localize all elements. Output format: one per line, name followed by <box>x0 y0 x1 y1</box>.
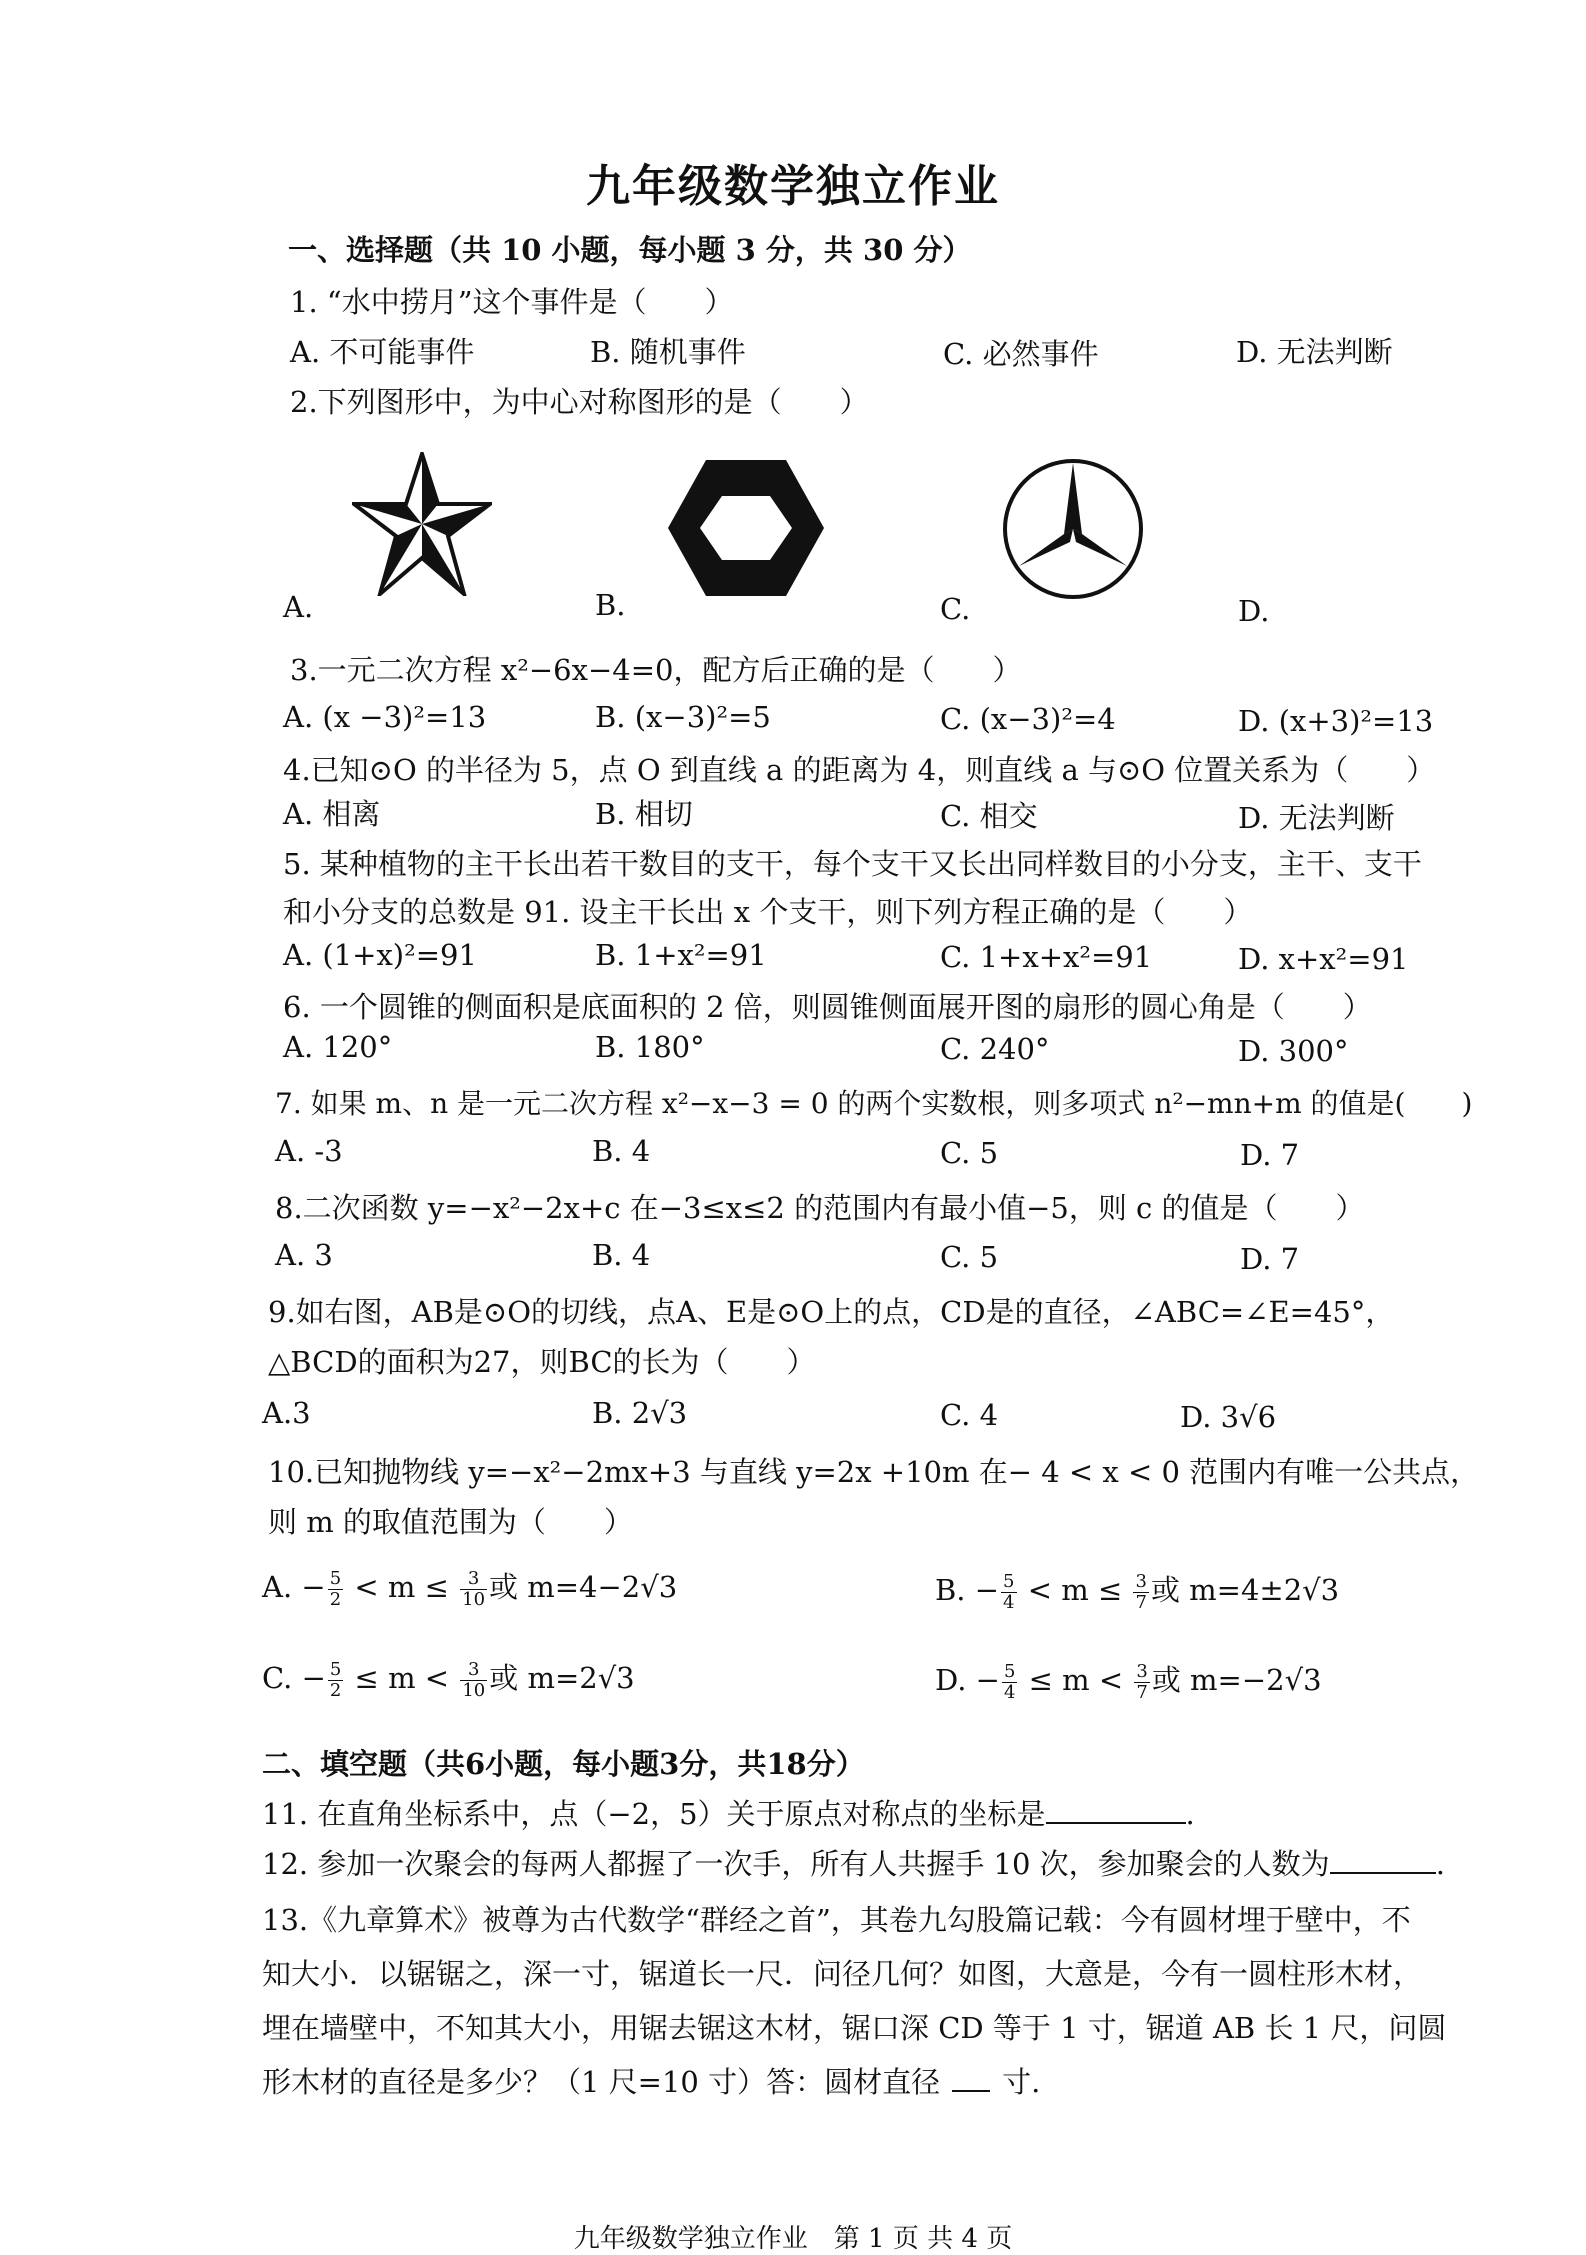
denominator: 2 <box>329 1679 342 1701</box>
question-1-option-a[interactable]: A. 不可能事件 <box>290 335 475 369</box>
question-1-stem: 1. “水中捞月”这个事件是（ ） <box>290 285 734 319</box>
question-7-option-b[interactable]: B. 4 <box>592 1134 651 1168</box>
circle-three-blade-figure <box>1000 456 1146 602</box>
question-6-option-b[interactable]: B. 180° <box>595 1030 705 1064</box>
question-13-line-4 <box>262 2060 1040 2101</box>
question-7-option-c[interactable]: C. 5 <box>940 1136 999 1170</box>
inequality: ≤ m < <box>345 1661 459 1695</box>
option-c-prefix: C. − <box>262 1661 326 1695</box>
question-11-text: 11. 在直角坐标系中，点（−2，5）关于原点对称点的坐标是 <box>262 1797 1046 1831</box>
answer-blank[interactable] <box>1046 1796 1186 1824</box>
fraction <box>1001 1572 1016 1613</box>
question-10-option-d[interactable] <box>935 1658 1322 1703</box>
question-10-option-b[interactable] <box>935 1568 1339 1613</box>
option-b-prefix: B. − <box>935 1573 1000 1607</box>
question-5-stem-line-1: 5. 某种植物的主干长出若干数目的支干，每个支干又长出同样数目的小分支，主干、支干 <box>283 847 1422 881</box>
numerator: 5 <box>329 1567 342 1589</box>
answer-blank[interactable] <box>952 2064 990 2092</box>
question-4-option-b[interactable]: B. 相切 <box>595 797 693 831</box>
numerator: 3 <box>1135 1570 1147 1592</box>
fraction <box>328 1569 343 1610</box>
question-1-option-b[interactable]: B. 随机事件 <box>590 335 746 369</box>
question-8-option-d[interactable]: D. 7 <box>1240 1242 1300 1276</box>
option-a-suffix: 或 m=4−2√3 <box>489 1570 678 1604</box>
question-5-stem-line-2: 和小分支的总数是 91. 设主干长出 x 个支干，则下列方程正确的是（ ） <box>283 895 1253 929</box>
question-3-option-d[interactable]: D. (x+3)²=13 <box>1238 704 1434 738</box>
question-5-option-a[interactable]: A. (1+x)²=91 <box>283 938 477 972</box>
denominator: 4 <box>1003 1591 1015 1613</box>
numerator: 3 <box>460 1569 487 1590</box>
question-13-line-2: 知大小．以锯锯之，深一寸，锯道长一尺．问径几何？如图，大意是，今有一圆柱形木材， <box>262 1957 1423 1991</box>
numerator: 3 <box>460 1660 487 1681</box>
denominator: 10 <box>462 1679 486 1701</box>
question-4-option-d[interactable]: D. 无法判断 <box>1238 801 1395 835</box>
question-10-option-a[interactable] <box>262 1565 677 1610</box>
question-5-option-b[interactable]: B. 1+x²=91 <box>595 938 767 972</box>
option-a-prefix: A. − <box>262 1570 326 1604</box>
question-9-stem-line-2: △BCD的面积为27，则BC的长为（ ） <box>268 1345 816 1379</box>
page-footer: 九年级数学独立作业 第 1 页 共 4 页 <box>573 2224 1013 2254</box>
question-12-text: 12. 参加一次聚会的每两人都握了一次手，所有人共握手 10 次，参加聚会的人数为 <box>262 1847 1330 1881</box>
question-2-stem: 2.下列图形中，为中心对称图形的是（ ） <box>290 385 869 419</box>
question-13-line-1: 13.《九章算术》被尊为古代数学“群经之首”，其卷九勾股篇记载：今有圆材埋于壁中，不 <box>262 1903 1411 1937</box>
question-2-option-a[interactable]: A. <box>283 590 314 624</box>
question-9-option-a[interactable]: A.3 <box>262 1396 311 1430</box>
question-5-option-d[interactable]: D. x+x²=91 <box>1238 942 1409 976</box>
question-5-option-c[interactable]: C. 1+x+x²=91 <box>940 940 1153 974</box>
question-7-stem: 7. 如果 m、n 是一元二次方程 x²−x−3 = 0 的两个实数根，则多项式 n²−mn+m 的值是( ) <box>275 1087 1473 1120</box>
inequality: ≤ m < <box>1019 1663 1133 1697</box>
question-2-option-b[interactable]: B. <box>595 588 626 622</box>
denominator: 4 <box>1003 1681 1016 1703</box>
denominator: 7 <box>1135 1591 1147 1613</box>
option-c-suffix: 或 m=2√3 <box>489 1661 635 1695</box>
section-2-heading: 二、填空题（共6小题，每小题3分，共18分） <box>262 1747 865 1781</box>
option-b-suffix: 或 m=4±2√3 <box>1150 1573 1340 1607</box>
question-7-option-d[interactable]: D. 7 <box>1240 1138 1300 1172</box>
option-d-prefix: D. − <box>935 1663 1000 1697</box>
question-6-stem: 6. 一个圆锥的侧面积是底面积的 2 倍，则圆锥侧面展开图的扇形的圆心角是（ ） <box>283 990 1372 1024</box>
question-4-stem: 4.已知⊙O 的半径为 5，点 O 到直线 a 的距离为 4，则直线 a 与⊙O 位置关系为（ ） <box>283 753 1436 787</box>
question-2-option-c[interactable]: C. <box>940 592 971 626</box>
question-12-end: . <box>1435 1847 1445 1881</box>
question-6-option-c[interactable]: C. 240° <box>940 1032 1050 1066</box>
denominator: 7 <box>1136 1681 1148 1703</box>
numerator: 5 <box>1003 1660 1016 1682</box>
question-3-option-c[interactable]: C. (x−3)²=4 <box>940 702 1116 736</box>
question-1-option-c[interactable]: C. 必然事件 <box>943 337 1099 371</box>
question-8-option-b[interactable]: B. 4 <box>592 1238 651 1272</box>
numerator: 5 <box>1003 1570 1015 1592</box>
question-7-option-a[interactable]: A. -3 <box>275 1134 343 1168</box>
fraction <box>460 1569 487 1610</box>
denominator: 10 <box>462 1588 486 1610</box>
page-title: 九年级数学独立作业 <box>586 161 1000 212</box>
option-d-suffix: 或 m=−2√3 <box>1151 1663 1322 1697</box>
question-9-option-c[interactable]: C. 4 <box>940 1398 999 1432</box>
fraction <box>1002 1662 1017 1703</box>
question-13-line-3: 埋在墙壁中，不知其大小，用锯去锯这木材，锯口深 CD 等于 1 寸，锯道 AB 长 1 尺，问圆 <box>262 2011 1447 2045</box>
question-8-stem: 8.二次函数 y=−x²−2x+c 在−3≤x≤2 的范围内有最小值−5，则 c 的值是（ ） <box>275 1191 1365 1225</box>
question-10-stem-line-1: 10.已知抛物线 y=−x²−2mx+3 与直线 y=2x +10m 在− 4 < x < 0 范围内有唯一公共点， <box>268 1455 1480 1489</box>
question-1-option-d[interactable]: D. 无法判断 <box>1236 335 1393 369</box>
fraction <box>1133 1572 1148 1613</box>
denominator: 2 <box>329 1588 342 1610</box>
question-6-option-a[interactable]: A. 120° <box>283 1030 393 1064</box>
question-3-option-a[interactable]: A. (x −3)²=13 <box>283 700 487 734</box>
question-10-stem-line-2: 则 m 的取值范围为（ ） <box>268 1505 633 1539</box>
question-6-option-d[interactable]: D. 300° <box>1238 1034 1349 1068</box>
question-2-option-d[interactable]: D. <box>1238 594 1270 628</box>
star-figure <box>352 452 492 596</box>
question-9-option-d[interactable]: D. 3√6 <box>1180 1400 1277 1434</box>
question-9-stem-line-1: 9.如右图，AB是⊙O的切线，点A、E是⊙O上的点，CD是的直径，∠ABC=∠E=45°， <box>268 1295 1395 1329</box>
answer-blank[interactable] <box>1330 1846 1436 1874</box>
fraction <box>1134 1662 1149 1703</box>
numerator: 3 <box>1136 1660 1148 1682</box>
fraction <box>328 1660 343 1701</box>
question-13-text: 形木材的直径是多少？（1 尺=10 寸）答：圆材直径 <box>262 2065 941 2099</box>
inequality: < m ≤ <box>1018 1573 1132 1607</box>
question-9-option-b[interactable]: B. 2√3 <box>592 1396 688 1430</box>
section-1-heading: 一、选择题（共 10 小题，每小题 3 分，共 30 分） <box>288 233 972 267</box>
question-13-end: 寸. <box>1002 2065 1041 2099</box>
hexagon-ring-figure <box>666 458 826 598</box>
question-3-stem: 3.一元二次方程 x²−6x−4=0，配方后正确的是（ ） <box>290 653 1022 687</box>
question-3-option-b[interactable]: B. (x−3)²=5 <box>595 700 771 734</box>
question-11-end: . <box>1185 1797 1195 1831</box>
question-12 <box>262 1842 1445 1883</box>
question-4-option-c[interactable]: C. 相交 <box>940 799 1038 833</box>
question-8-option-a[interactable]: A. 3 <box>275 1238 333 1272</box>
numerator: 5 <box>329 1658 342 1680</box>
question-4-option-a[interactable]: A. 相离 <box>283 797 381 831</box>
question-8-option-c[interactable]: C. 5 <box>940 1240 999 1274</box>
inequality: < m ≤ <box>345 1570 459 1604</box>
question-11 <box>262 1792 1195 1833</box>
fraction <box>460 1660 487 1701</box>
question-10-option-c[interactable] <box>262 1656 635 1701</box>
